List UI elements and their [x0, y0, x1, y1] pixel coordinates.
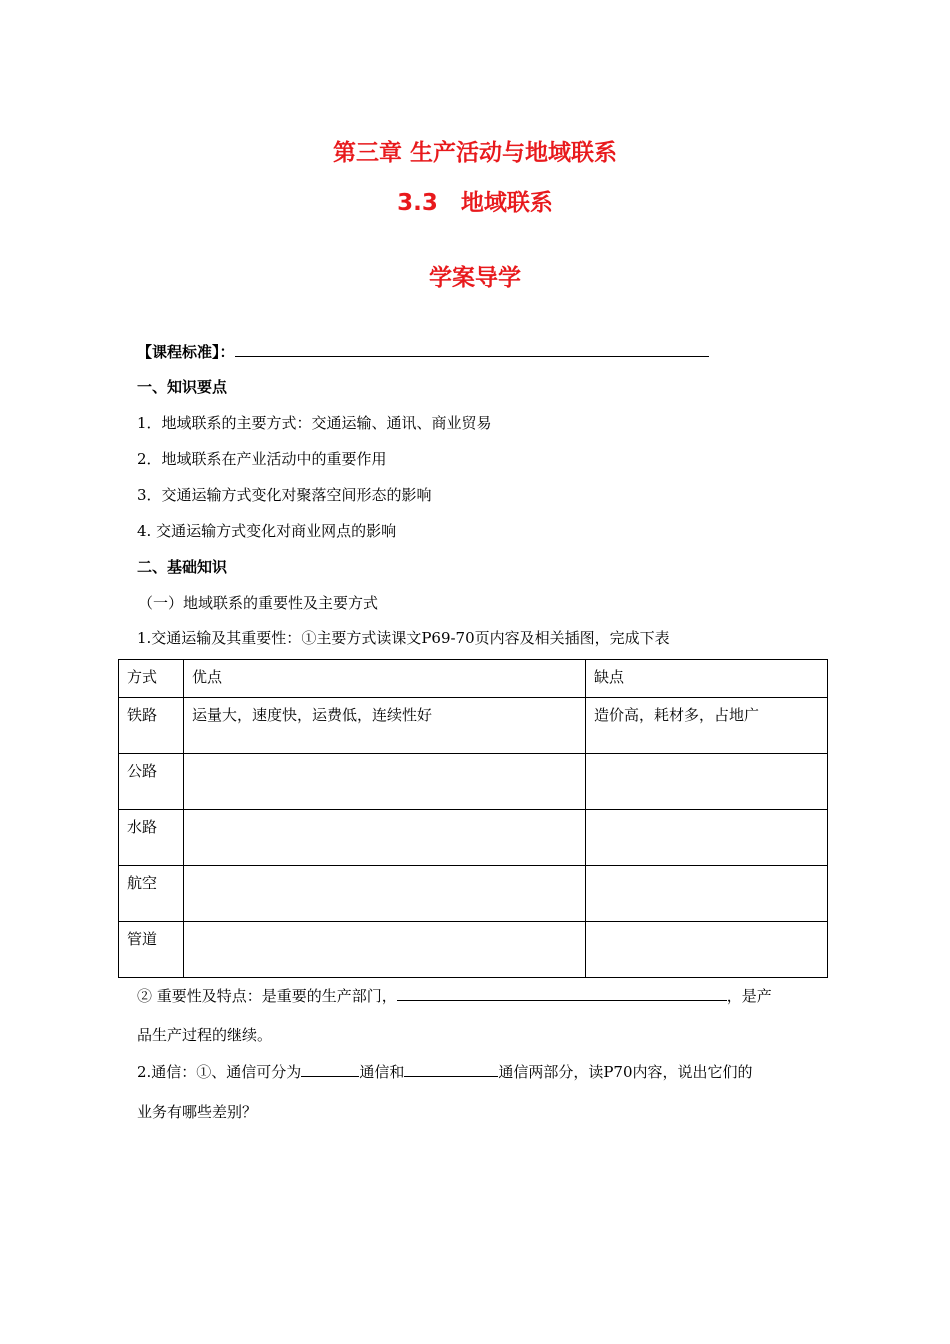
basics-heading: 二、基础知识	[137, 558, 228, 576]
key-point-item: 3．交通运输方式变化对聚落空间形态的影响	[137, 486, 432, 504]
cell-pros[interactable]: 运量大，速度快，运费低，连续性好	[184, 698, 586, 754]
table-row	[119, 810, 828, 866]
cell-mode: 航空	[119, 866, 184, 922]
cell-cons[interactable]	[586, 754, 828, 810]
chapter-title: 第三章 生产活动与地域联系	[332, 140, 617, 166]
importance-blank[interactable]	[397, 985, 727, 1001]
communication-blank-1[interactable]	[301, 1061, 359, 1077]
transport-comparison-table	[118, 659, 828, 978]
key-point-item: 2．地域联系在产业活动中的重要作用	[137, 450, 387, 468]
cell-pros[interactable]	[184, 754, 586, 810]
importance-line	[137, 985, 772, 1006]
course-standard-label: 【课程标准】：	[137, 343, 235, 361]
table-row	[119, 866, 828, 922]
communication-continuation: 业务有哪些差别？	[137, 1103, 258, 1121]
cell-cons[interactable]	[586, 866, 828, 922]
cell-pros[interactable]	[184, 810, 586, 866]
communication-prefix: 2.通信：①、通信可分为	[137, 1063, 302, 1081]
cell-pros[interactable]	[184, 866, 586, 922]
table-row	[119, 754, 828, 810]
table-row	[119, 698, 828, 754]
importance-continuation: 品生产过程的继续。	[137, 1026, 273, 1044]
header-mode: 方式	[119, 660, 184, 698]
key-point-item: 4. 交通运输方式变化对商业网点的影响	[137, 522, 397, 540]
communication-suffix: 通信两部分，读P70内容，说出它们的	[498, 1063, 753, 1081]
question-1-text: 1.交通运输及其重要性：①主要方式读课文P69-70页内容及相关插图，完成下表	[137, 629, 670, 647]
cell-mode: 水路	[119, 810, 184, 866]
importance-suffix: ，是产	[726, 987, 772, 1005]
course-standard-line	[137, 341, 709, 362]
cell-cons[interactable]	[586, 810, 828, 866]
importance-prefix: ② 重要性及特点：是重要的生产部门，	[137, 987, 397, 1005]
communication-line	[137, 1061, 753, 1082]
header-cons: 缺点	[586, 660, 828, 698]
header-pros: 优点	[184, 660, 586, 698]
course-standard-blank[interactable]	[235, 341, 709, 357]
section-title: 3.3 地域联系	[397, 190, 553, 216]
cell-cons[interactable]: 造价高，耗材多，占地广	[586, 698, 828, 754]
basics-subheading: （一）地域联系的重要性及主要方式	[138, 594, 379, 612]
key-point-item: 1．地域联系的主要方式：交通运输、通讯、商业贸易	[137, 414, 492, 432]
table-header-row	[119, 660, 828, 698]
communication-blank-2[interactable]	[404, 1061, 498, 1077]
cell-cons[interactable]	[586, 922, 828, 978]
table-row	[119, 922, 828, 978]
cell-pros[interactable]	[184, 922, 586, 978]
communication-mid: 通信和	[359, 1063, 405, 1081]
doc-type-title: 学案导学	[429, 265, 521, 291]
cell-mode: 管道	[119, 922, 184, 978]
key-points-heading: 一、知识要点	[137, 378, 228, 396]
cell-mode: 公路	[119, 754, 184, 810]
cell-mode: 铁路	[119, 698, 184, 754]
